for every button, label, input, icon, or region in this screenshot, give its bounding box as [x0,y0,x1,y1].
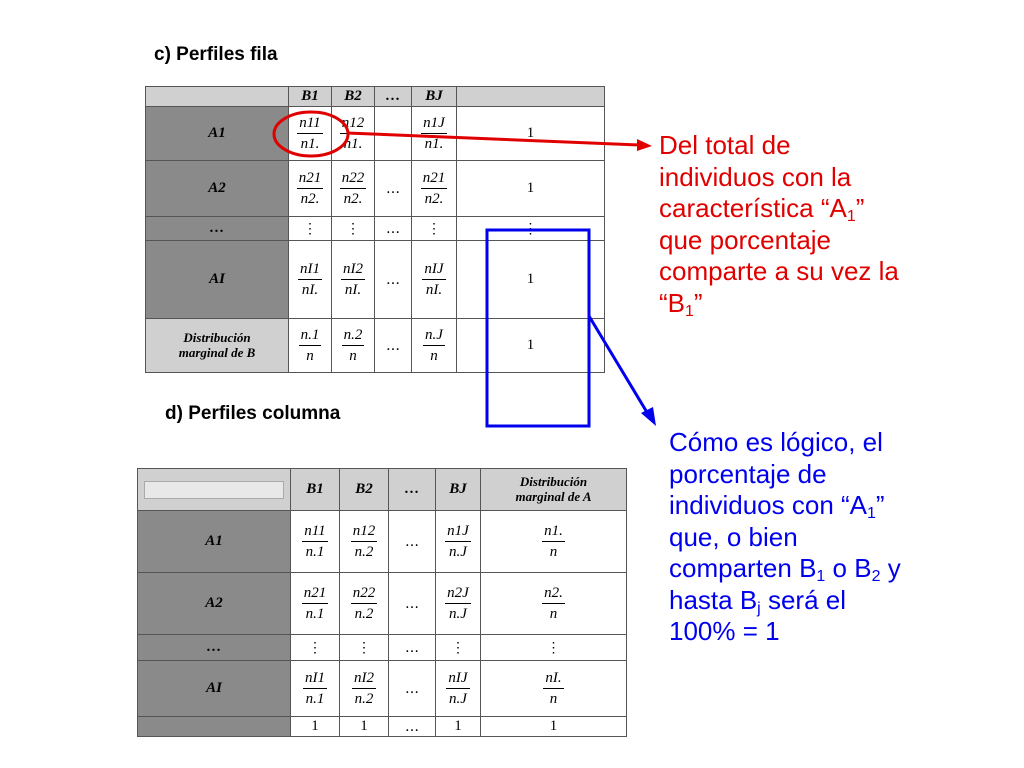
col-header: … [375,87,412,107]
row-total: 1 [457,107,605,161]
table-cell: ⋮ [332,217,375,241]
total-cell: 1 [436,717,481,737]
col-header: BJ [412,87,457,107]
table-cell: $\frac{n11}{n.1}$ [291,511,340,573]
table-cell: … [389,511,436,573]
table-cell: $\frac{n.J}{n}$ [412,319,457,373]
table-cell: $\frac{nI1}{n.1}$ [291,661,340,717]
total-cell: 1 [291,717,340,737]
row-label: A2 [138,573,291,635]
table-cell: $\frac{n21}{n.1}$ [291,573,340,635]
blue-arrow-line [589,316,648,414]
table-cell: $\frac{n1J}{n1.}$ [412,107,457,161]
table-cell: $\frac{nI2}{nI.}$ [332,241,375,319]
table-cell: … [389,635,436,661]
row-marginal: $\frac{nI.}{n}$ [481,661,627,717]
total-cell: … [389,717,436,737]
table-cell: … [389,573,436,635]
table-cell: ⋮ [289,217,332,241]
table-cell: ⋮ [340,635,389,661]
table-cell: … [375,217,412,241]
table-cell: $\frac{\text{nIJ}}{n.J}$ [436,661,481,717]
row-label: A1 [138,511,291,573]
col-header: BJ [436,469,481,511]
row-label: A2 [146,161,289,217]
col-header-marginal: Distribución marginal de A [481,469,627,511]
table-cell: $\frac{n1J}{n.J}$ [436,511,481,573]
marginal-label: Distribución marginal de B [146,319,289,373]
row-label: … [138,635,291,661]
row-total: 1 [457,161,605,217]
row-label: A1 [146,107,289,161]
col-header: B2 [332,87,375,107]
table-cell: ⋮ [436,635,481,661]
row-marginal: ⋮ [481,635,627,661]
red-arrow-line [347,133,640,145]
table-cell: $\frac{nI2}{n.2}$ [340,661,389,717]
blue-annotation-text: Cómo es lógico, el porcentaje de individuos con “$A_1$” que, o bien comparten $B_1$ o $B_2$ y hasta $B_j$ será el 100% = 1 [669,427,901,646]
table-cell: $\frac{n21}{n2.}$ [412,161,457,217]
table-cell: $\frac{n21}{n2.}$ [289,161,332,217]
table-cell: $\frac{n11}{n1.}$ [289,107,332,161]
table-cell: $\frac{n12}{n1.}$ [332,107,375,161]
red-annotation-text: Del total de individuos con la característica “$A_1$” que porcentaje comparte a su vez la “$B_1$” [659,130,899,320]
row-marginal: $\frac{n2.}{n}$ [481,573,627,635]
blue-arrowhead [641,407,656,426]
table-cell: $\frac{n.2}{n}$ [332,319,375,373]
table-cell: … [375,319,412,373]
table-cell: $\frac{n12}{n.2}$ [340,511,389,573]
table-cell: $\frac{n22}{n2.}$ [332,161,375,217]
row-label: AI [146,241,289,319]
col-header: B2 [340,469,389,511]
row-label: AI [138,661,291,717]
table-cell: … [375,241,412,319]
table-cell: … [389,661,436,717]
table-cell: $\frac{n22}{n.2}$ [340,573,389,635]
red-arrowhead [637,139,652,151]
col-header: … [389,469,436,511]
table-cell: $\frac{n2J}{n.J}$ [436,573,481,635]
row-total: ⋮ [457,217,605,241]
table-cell: ⋮ [412,217,457,241]
heading-perfiles-columna: d) Perfiles columna [165,403,341,424]
red-highlight-ellipse [274,112,348,156]
blue-highlight-box [487,230,589,426]
row-total: 1 [457,241,605,319]
table-cell: $\frac{n.1}{n}$ [289,319,332,373]
row-marginal: $\frac{n1.}{n}$ [481,511,627,573]
heading-perfiles-fila: c) Perfiles fila [154,44,278,65]
total-cell: 1 [340,717,389,737]
table-cell: ⋮ [291,635,340,661]
col-header: B1 [289,87,332,107]
table-cell: $\frac{\text{nIJ}}{nI.}$ [412,241,457,319]
col-header: B1 [291,469,340,511]
row-label: … [146,217,289,241]
total-cell: 1 [481,717,627,737]
table-cell: … [375,161,412,217]
table-cell: $\frac{nI1}{nI.}$ [289,241,332,319]
row-total: 1 [457,319,605,373]
